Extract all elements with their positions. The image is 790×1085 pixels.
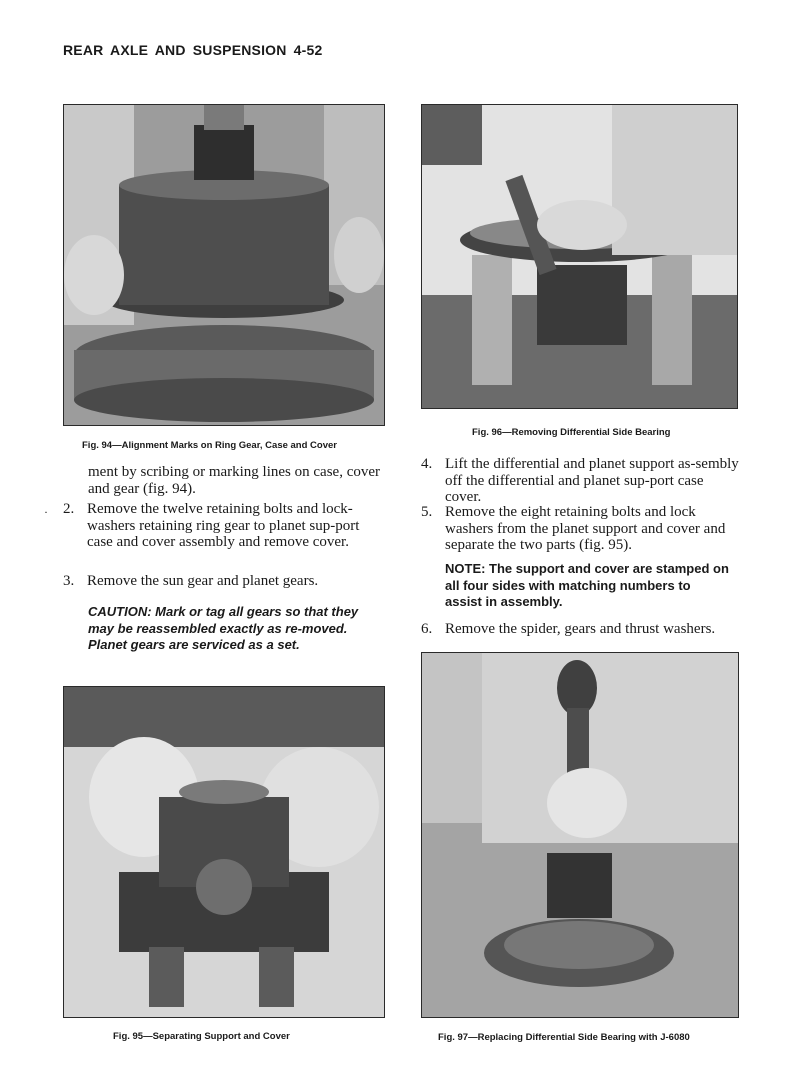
caution-note: CAUTION: Mark or tag all gears so that they may be reassembled exactly as re-moved. Planet gears are serviced as a set. [88, 604, 359, 652]
fig-97-caption: Fig. 97—Replacing Differential Side Bearing with J-6080 [438, 1032, 690, 1043]
page-header: REAR AXLE AND SUSPENSION 4-52 [63, 42, 323, 58]
step-number: 6. [421, 621, 433, 637]
step-5 [421, 504, 743, 556]
step-number: 4. [421, 456, 433, 472]
step-number: 2. [63, 501, 75, 517]
continuation-paragraph: ment by scribing or marking lines on case, cover and gear (fig. 94). [88, 464, 381, 497]
step-text: Remove the eight retaining bolts and lock washers from the planet support and cover and separate the two parts (fig. 95). [445, 504, 726, 553]
fig-96-caption: Fig. 96—Removing Differential Side Bearing [472, 427, 671, 438]
step-text: Lift the differential and planet support as-sembly off the differential and planet sup-port case cover. [445, 456, 739, 505]
step-3 [63, 573, 383, 593]
support-cover-note: NOTE: The support and cover are stamped on all four sides with matching numbers to assist in assembly. [445, 561, 729, 609]
step-2 [63, 501, 383, 571]
step-text: Remove the sun gear and planet gears. [87, 573, 319, 589]
fig-95-photo [63, 686, 385, 1018]
fig-97-photo [421, 652, 739, 1018]
step-4 [421, 456, 743, 506]
step-number: 3. [63, 573, 75, 589]
step-text: Remove the twelve retaining bolts and lock-washers retaining ring gear to planet sup-port case and cover assembly and remove cover. [87, 501, 360, 550]
fig-95-caption: Fig. 95—Separating Support and Cover [113, 1031, 290, 1042]
step-6 [421, 621, 743, 641]
step-number: 5. [421, 504, 433, 520]
step-text: Remove the spider, gears and thrust washers. [445, 621, 716, 637]
fig-94-caption: Fig. 94—Alignment Marks on Ring Gear, Case and Cover [82, 440, 337, 451]
fig-94-photo [63, 104, 385, 426]
fig-96-photo [421, 104, 738, 409]
